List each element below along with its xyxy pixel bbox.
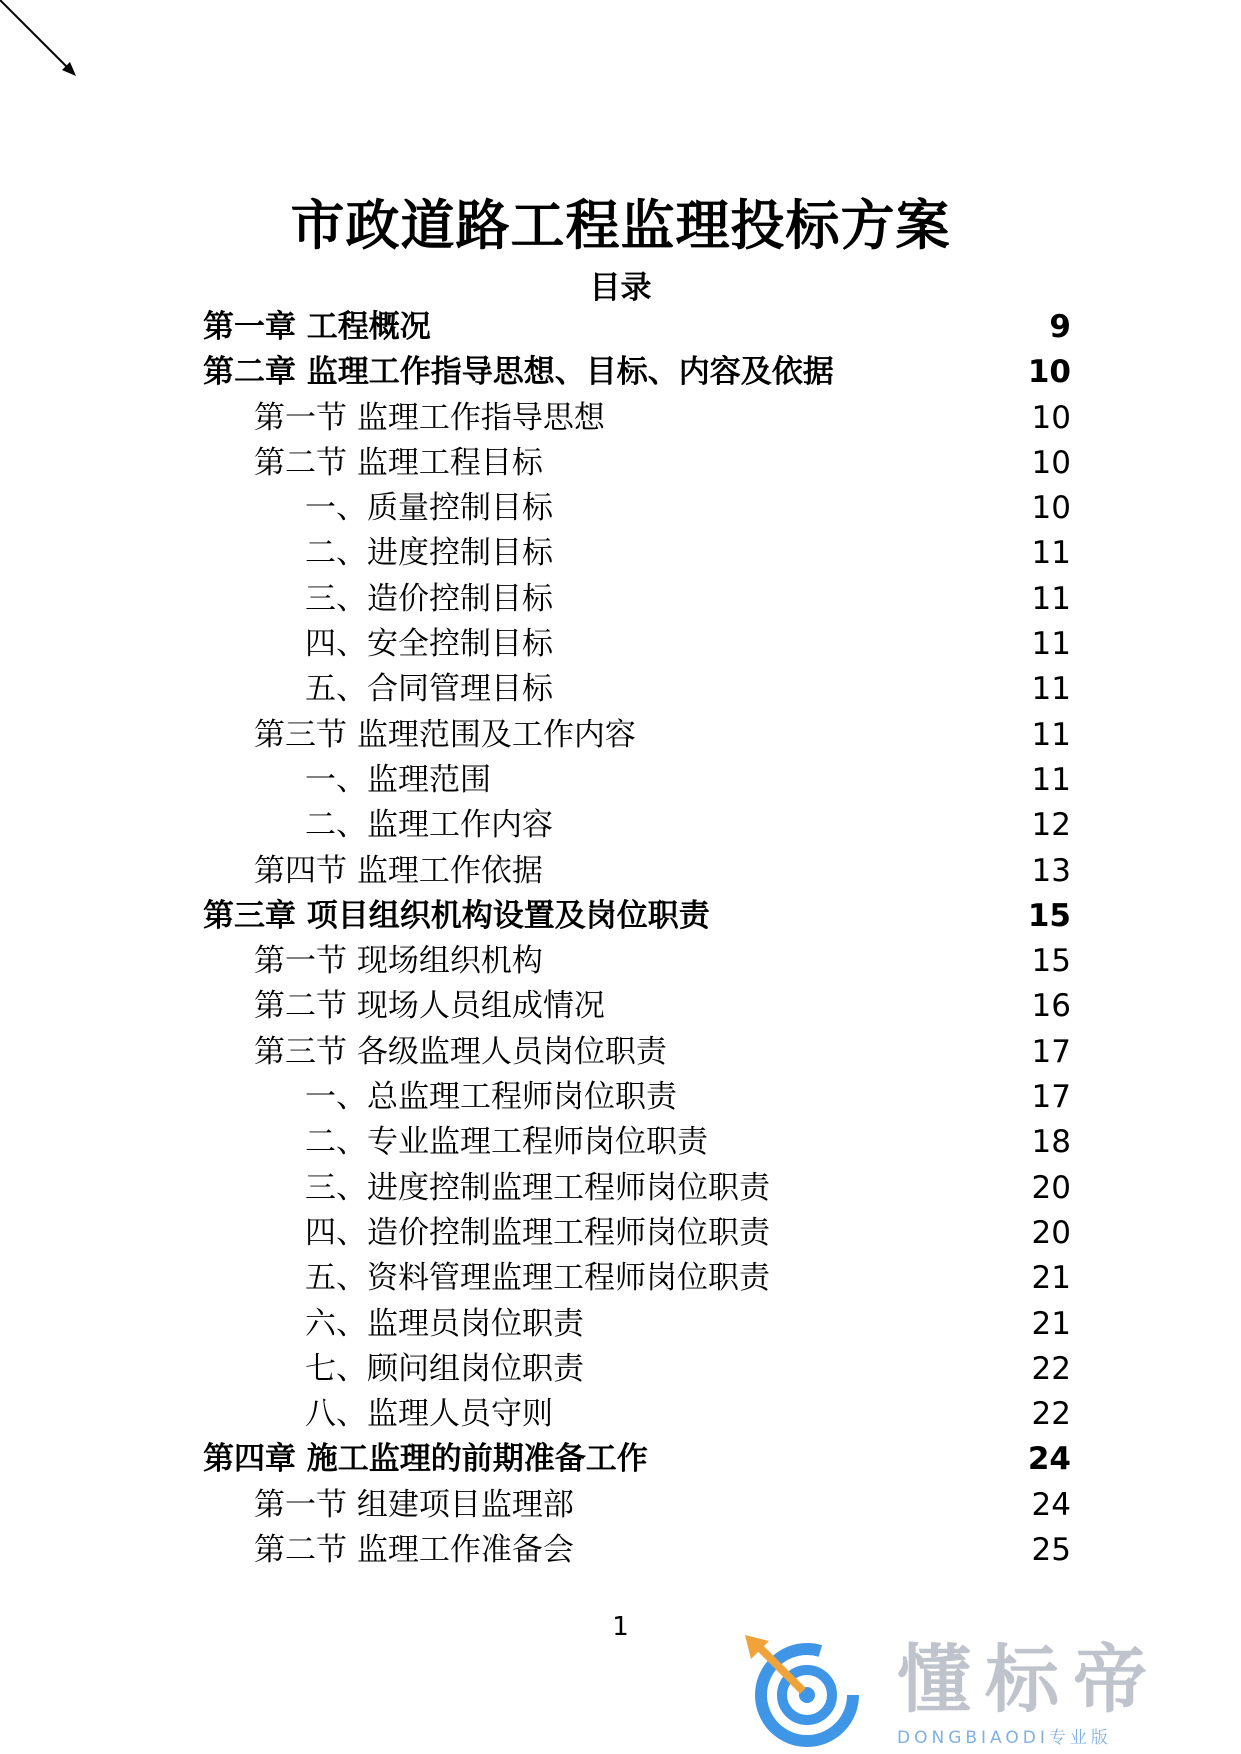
toc-entry-page: 18 bbox=[1031, 1124, 1071, 1161]
toc-entry[interactable] bbox=[0, 1256, 1241, 1301]
toc-entry-page: 10 bbox=[1031, 399, 1071, 436]
toc-entry-label: 二、监理工作内容 bbox=[305, 807, 553, 844]
toc-entry-page: 9 bbox=[1049, 309, 1071, 345]
toc-entry[interactable] bbox=[0, 803, 1241, 848]
toc-entry-label: 第二节 监理工作准备会 bbox=[254, 1532, 574, 1569]
toc-entry[interactable] bbox=[0, 849, 1241, 894]
toc-entry-label: 五、合同管理目标 bbox=[305, 671, 553, 708]
toc-entry-label: 第三章 项目组织机构设置及岗位职责 bbox=[203, 897, 710, 934]
toc-entry[interactable] bbox=[0, 667, 1241, 712]
document-title: 市政道路工程监理投标方案 bbox=[290, 194, 951, 257]
toc-entry-label: 二、专业监理工程师岗位职责 bbox=[305, 1124, 708, 1161]
toc-entry[interactable] bbox=[0, 622, 1241, 667]
toc-entry-label: 五、资料管理监理工程师岗位职责 bbox=[305, 1260, 770, 1297]
toc-entry-page: 17 bbox=[1031, 1033, 1071, 1070]
toc-entry-label: 第一节 组建项目监理部 bbox=[254, 1486, 574, 1523]
watermark-brand: 懂标帝 bbox=[897, 1637, 1161, 1723]
toc-entry-label: 第二节 现场人员组成情况 bbox=[254, 988, 605, 1025]
toc-entry[interactable] bbox=[0, 1302, 1241, 1347]
toc-entry-label: 四、造价控制监理工程师岗位职责 bbox=[305, 1214, 770, 1251]
watermark-subtitle: DONGBIAODI专业版 bbox=[897, 1728, 1112, 1748]
toc-entry-page: 15 bbox=[1031, 943, 1071, 980]
toc-entry-label: 二、进度控制目标 bbox=[305, 535, 553, 572]
toc-entry[interactable] bbox=[0, 1075, 1241, 1120]
toc-entry[interactable] bbox=[0, 1392, 1241, 1437]
toc-entry-label: 一、质量控制目标 bbox=[305, 490, 553, 527]
toc-entry-label: 第一节 现场组织机构 bbox=[254, 943, 543, 980]
toc-entry-label: 八、监理人员守则 bbox=[305, 1396, 553, 1433]
watermark bbox=[745, 1635, 1225, 1750]
toc-entry[interactable] bbox=[0, 1347, 1241, 1392]
toc-entry-label: 第一章 工程概况 bbox=[203, 309, 431, 345]
toc-entry-label: 第一节 监理工作指导思想 bbox=[254, 399, 605, 436]
toc-entry[interactable] bbox=[0, 531, 1241, 576]
toc-entry[interactable] bbox=[0, 894, 1241, 939]
toc-entry[interactable] bbox=[0, 713, 1241, 758]
target-arrow-icon bbox=[745, 1635, 870, 1750]
toc-entry[interactable] bbox=[0, 1211, 1241, 1256]
toc-entry[interactable] bbox=[0, 984, 1241, 1029]
toc-entry-page: 10 bbox=[1031, 444, 1071, 481]
page-number: 1 bbox=[612, 1612, 629, 1642]
toc-entry-label: 四、安全控制目标 bbox=[305, 626, 553, 663]
toc-entry-page: 11 bbox=[1031, 535, 1071, 572]
toc-entry-page: 20 bbox=[1031, 1169, 1071, 1206]
toc-entry[interactable] bbox=[0, 1528, 1241, 1573]
toc-entry-page: 11 bbox=[1031, 626, 1071, 663]
toc-entry-label: 三、造价控制目标 bbox=[305, 580, 553, 617]
toc-entry-page: 17 bbox=[1031, 1079, 1071, 1116]
toc-entry-page: 13 bbox=[1031, 852, 1071, 889]
toc-entry-label: 三、进度控制监理工程师岗位职责 bbox=[305, 1169, 770, 1206]
toc-entry-label: 七、顾问组岗位职责 bbox=[305, 1350, 584, 1387]
toc-entry-page: 22 bbox=[1031, 1350, 1071, 1387]
toc-entry[interactable] bbox=[0, 577, 1241, 622]
toc-entry-page: 16 bbox=[1031, 988, 1071, 1025]
toc-entry[interactable] bbox=[0, 1030, 1241, 1075]
toc-entry-page: 20 bbox=[1031, 1214, 1071, 1251]
toc-entry[interactable] bbox=[0, 1483, 1241, 1528]
toc-entry-page: 21 bbox=[1031, 1305, 1071, 1342]
toc-entry-label: 第四章 施工监理的前期准备工作 bbox=[203, 1441, 648, 1478]
diagonal-arrow-icon bbox=[0, 0, 90, 90]
toc-entry-label: 一、监理范围 bbox=[305, 761, 491, 798]
toc-entry-label: 一、总监理工程师岗位职责 bbox=[305, 1079, 677, 1116]
toc-entry[interactable] bbox=[0, 396, 1241, 441]
toc-entry-page: 15 bbox=[1027, 897, 1071, 934]
toc-entry[interactable] bbox=[0, 305, 1241, 350]
toc-entry[interactable] bbox=[0, 350, 1241, 395]
toc-entry-page: 11 bbox=[1031, 671, 1071, 708]
toc-entry-page: 12 bbox=[1031, 807, 1071, 844]
toc-entry-label: 第三节 监理范围及工作内容 bbox=[254, 716, 636, 753]
toc-entry[interactable] bbox=[0, 441, 1241, 486]
toc-entry-page: 22 bbox=[1031, 1396, 1071, 1433]
toc-entry-label: 六、监理员岗位职责 bbox=[305, 1305, 584, 1342]
toc-entry-page: 25 bbox=[1031, 1532, 1071, 1569]
toc-entry[interactable] bbox=[0, 1437, 1241, 1482]
toc-entry-label: 第二节 监理工程目标 bbox=[254, 444, 543, 481]
toc-entry-label: 第四节 监理工作依据 bbox=[254, 852, 543, 889]
toc-entry-page: 11 bbox=[1031, 716, 1071, 753]
toc-entry[interactable] bbox=[0, 1120, 1241, 1165]
toc-entry-page: 21 bbox=[1031, 1260, 1071, 1297]
toc-entry[interactable] bbox=[0, 939, 1241, 984]
toc-entry-page: 24 bbox=[1031, 1486, 1071, 1523]
toc-entry-page: 11 bbox=[1031, 580, 1071, 617]
toc-entry-page: 11 bbox=[1031, 761, 1071, 798]
toc-entry-label: 第二章 监理工作指导思想、目标、内容及依据 bbox=[203, 354, 834, 391]
toc-entry[interactable] bbox=[0, 1166, 1241, 1211]
toc-entry[interactable] bbox=[0, 486, 1241, 531]
toc-entry-label: 第三节 各级监理人员岗位职责 bbox=[254, 1033, 667, 1070]
toc-entry[interactable] bbox=[0, 758, 1241, 803]
toc-entry-page: 10 bbox=[1031, 490, 1071, 527]
toc-entry-page: 24 bbox=[1027, 1441, 1071, 1478]
toc-heading: 目录 bbox=[589, 270, 652, 306]
toc-entry-page: 10 bbox=[1027, 354, 1071, 391]
table-of-contents bbox=[0, 305, 1241, 1573]
